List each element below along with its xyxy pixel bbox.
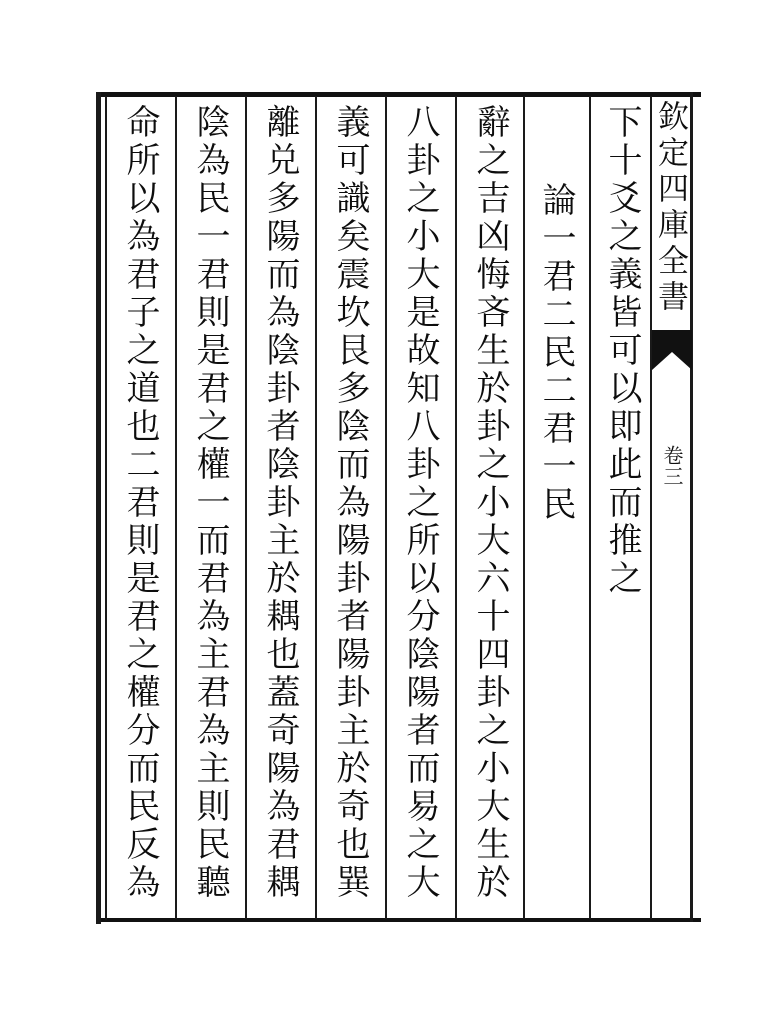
column-rule (175, 96, 177, 919)
volume-label: 卷三 (660, 445, 684, 487)
column-rule (385, 96, 387, 919)
text-column: 離兑多陽而為陰卦者陰卦主於耦也蓋奇陽為君耦 (260, 104, 300, 902)
text-column: 辭之吉凶悔吝生於卦之小大六十四卦之小大生於 (470, 104, 510, 902)
fish-tail-mark (652, 330, 692, 370)
text-column: 命所以為君子之道也二君則是君之權分而民反為 (120, 104, 160, 902)
column-rule (245, 96, 247, 919)
text-column: 論一君二民二君一民 (536, 182, 576, 524)
column-rule (589, 96, 591, 919)
text-column: 下十爻之義皆可以即此而推之 (602, 104, 642, 598)
column-rule (455, 96, 457, 919)
left-border-inner (105, 96, 107, 920)
book-title: 欽定四庫全書 (652, 100, 688, 316)
column-rule (315, 96, 317, 919)
right-border (690, 92, 693, 922)
column-rule (523, 96, 525, 919)
left-border-outer (96, 92, 101, 924)
text-column: 八卦之小大是故知八卦之所以分陰陽者而易之大 (400, 104, 440, 902)
top-border (97, 92, 701, 97)
bottom-border (97, 918, 701, 922)
text-column: 義可識矣震坎艮多陰而為陽卦者陽卦主於奇也巽 (330, 104, 370, 902)
text-column: 陰為民一君則是君之權一而君為主君為主則民聽 (190, 104, 230, 902)
